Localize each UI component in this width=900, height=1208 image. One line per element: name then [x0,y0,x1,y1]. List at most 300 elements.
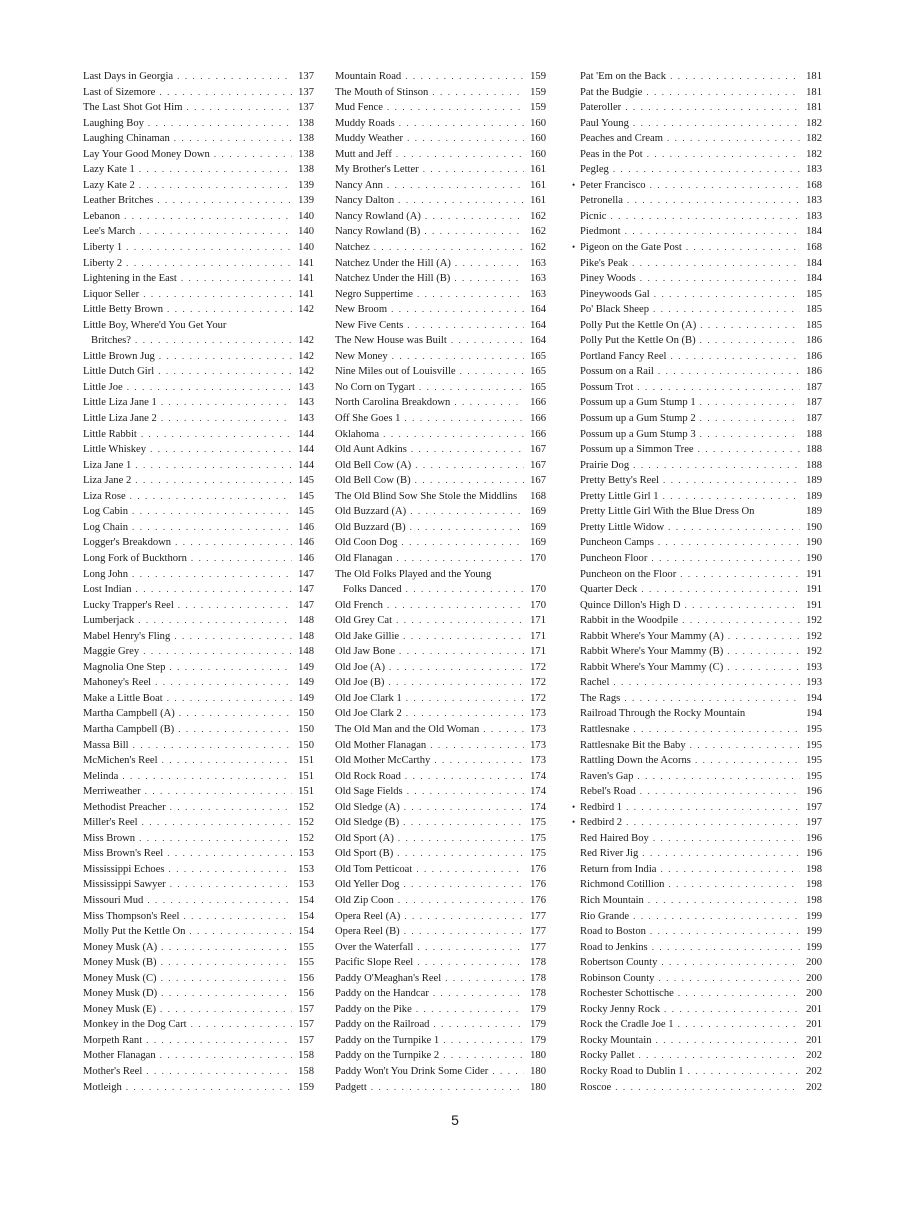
entry-page-number: 198 [806,894,822,906]
entry-page-number: 170 [530,584,546,596]
entry-title: Martha Campbell (A) [83,708,175,720]
dot-leader [633,909,800,925]
entry-page-number: 142 [298,350,314,362]
entry-page-number: 191 [806,599,822,611]
entry-title: Little Boy, Where'd You Get Your [83,319,227,331]
entry-title: Mahoney's Reel [83,677,152,689]
dot-leader [695,753,800,769]
index-entry [335,955,546,971]
entry-page-number: 190 [806,521,822,533]
entry-page-number: 175 [530,832,546,844]
dot-leader [410,520,524,536]
entry-title: Paddy on the Turnpike 1 [335,1034,440,1046]
index-entry [580,100,822,116]
dot-leader [688,1064,800,1080]
index-entry [83,520,314,536]
entry-page-number: 138 [298,164,314,176]
entry-page-number: 145 [298,475,314,487]
entry-title: Rattlesnake Bit the Baby [580,739,686,751]
index-entry [335,644,546,660]
entry-title: Rock the Cradle Joe 1 [580,1019,674,1031]
dot-leader [138,613,292,629]
entry-page-number: 167 [530,444,546,456]
entry-page-number: 138 [298,148,314,160]
dot-leader [640,784,800,800]
dot-leader [169,862,292,878]
index-entry [83,85,314,101]
dot-leader [406,691,524,707]
dot-leader [148,116,292,132]
index-entry [335,660,546,676]
dot-leader [391,302,524,318]
entry-page-number: 199 [806,910,822,922]
dot-leader [170,800,292,816]
index-entry [335,85,546,101]
index-entry [83,349,314,365]
dot-leader [139,162,292,178]
entry-title: Laughing Chinaman [83,133,170,145]
index-entry [335,302,546,318]
entry-title: Folks Danced [343,584,402,596]
dot-leader [686,240,800,256]
entry-page-number: 202 [806,1066,822,1077]
entry-page-number: 194 [806,692,822,704]
entry-title: Oklahoma [335,428,380,440]
entry-title: Miss Brown [83,832,136,844]
entry-page-number: 170 [530,599,546,611]
entry-title: Po' Black Sheep [580,304,649,316]
entry-title: Long John [83,568,129,580]
dot-leader [145,784,292,800]
index-entry [335,209,546,225]
entry-page-number: 179 [530,1019,546,1031]
dot-leader [433,1017,524,1033]
dot-leader [189,924,292,940]
dot-leader [667,131,800,147]
entry-page-number: 152 [298,817,314,829]
index-entry [83,1017,314,1033]
entry-page-number: 187 [806,397,822,409]
index-entry [335,131,546,147]
entry-page-number: 170 [530,552,546,564]
entry-title: Natchez [335,242,370,254]
entry-title: Rocky Pallet [580,1050,635,1062]
dot-leader [434,753,524,769]
entry-page-number: 137 [298,86,314,98]
dot-leader [404,909,524,925]
entry-page-number: 202 [806,1050,822,1062]
dot-leader [443,1048,524,1064]
index-entry [335,427,546,443]
entry-title: Pretty Little Girl With the Blue Dress On [580,506,755,518]
entry-title: Quarter Deck [580,584,638,596]
dot-leader [401,535,524,551]
entry-page-number: 151 [298,786,314,798]
entry-title: Old Mother McCarthy [335,755,431,767]
entry-page-number: 179 [530,1003,546,1015]
entry-title: Petronella [580,195,623,207]
entry-page-number: 178 [530,972,546,984]
index-entry [83,924,314,940]
entry-page-number: 164 [530,304,546,316]
dot-leader [668,877,800,893]
entry-page-number: 201 [806,1003,822,1015]
entry-title: Paddy on the Turnpike 2 [335,1050,440,1062]
entry-page-number: 149 [298,692,314,704]
entry-title: Nancy Rowland (B) [335,226,421,238]
dot-leader [135,333,292,349]
entry-page-number: 193 [806,661,822,673]
index-entry [580,567,822,583]
index-entry [83,442,314,458]
entry-title: Britches? [91,335,132,347]
entry-title: Return from India [580,863,657,875]
entry-page-number: 192 [806,646,822,658]
dot-leader [146,1064,292,1080]
index-entry [580,644,822,660]
dot-leader [613,675,800,691]
index-entry [335,240,546,256]
index-entry [335,193,546,209]
dot-leader [161,955,292,971]
dot-leader [161,395,292,411]
index-entry [580,877,822,893]
entry-title: Melinda [83,770,119,782]
entry-title: Log Chain [83,521,129,533]
entry-page-number: 195 [806,723,822,735]
entry-title: Lightening in the East [83,273,177,285]
entry-title: Possum up a Gum Stump 1 [580,397,696,409]
entry-page-number: 151 [298,770,314,782]
entry-title: Miss Thompson's Reel [83,910,180,922]
dot-leader [661,955,800,971]
index-entry [580,769,822,785]
entry-page-number: 148 [298,615,314,627]
entry-title: Peaches and Cream [580,133,663,145]
dot-leader [648,893,800,909]
index-entry [580,691,822,707]
dot-leader [388,675,524,691]
dot-leader [483,722,524,738]
entry-title: Off She Goes 1 [335,413,401,425]
entry-title: Rachel [580,677,610,689]
dot-leader [637,769,800,785]
entry-page-number: 200 [806,988,822,1000]
index-entry [580,131,822,147]
entry-page-number: 167 [530,459,546,471]
entry-page-number: 185 [806,288,822,300]
entry-page-number: 143 [298,413,314,425]
entry-title: Old Sledge (A) [335,801,400,813]
dot-leader [647,147,800,163]
entry-page-number: 176 [530,894,546,906]
entry-title: Pike's Peak [580,257,629,269]
entry-page-number: 156 [298,988,314,1000]
entry-page-number: 189 [806,506,822,518]
index-entry [572,178,822,194]
entry-page-number: 144 [298,428,314,440]
entry-page-number: 149 [298,661,314,673]
entry-page-number: 176 [530,863,546,875]
index-column-1 [83,69,314,1095]
entry-page-number: 150 [298,739,314,751]
dot-leader [690,738,800,754]
entry-page-number: 143 [298,397,314,409]
index-entry [83,815,314,831]
index-entry [83,598,314,614]
entry-page-number: 198 [806,863,822,875]
index-entry [335,1048,546,1064]
dot-leader [383,427,524,443]
index-entry [83,1033,314,1049]
entry-page-number: 151 [298,755,314,767]
dot-leader [141,427,292,443]
index-entry [335,753,546,769]
entry-page-number: 194 [806,708,822,720]
entry-page-number: 156 [298,972,314,984]
entry-page-number: 193 [806,677,822,689]
dot-leader [680,567,800,583]
entry-title: Old Sport (A) [335,832,394,844]
entry-page-number: 182 [806,117,822,129]
entry-page-number: 185 [806,319,822,331]
index-entry [83,395,314,411]
entry-page-number: 177 [530,941,546,953]
index-entry [580,489,822,505]
dot-leader [214,147,292,163]
entry-page-number: 184 [806,273,822,285]
entry-title: Puncheon Floor [580,552,648,564]
index-entry [335,831,546,847]
dot-leader [433,986,524,1002]
entry-title: Paddy on the Railroad [335,1019,430,1031]
entry-page-number: 141 [298,257,314,269]
entry-title: Rattlesnake [580,723,630,735]
dot-leader [191,1017,292,1033]
dot-leader [122,769,292,785]
index-entry [335,1002,546,1018]
entry-title: The New House was Built [335,335,447,347]
entry-page-number: 161 [530,179,546,191]
index-entry [580,986,822,1002]
dot-leader [654,287,800,303]
entry-page-number: 199 [806,941,822,953]
entry-page-number: 157 [298,1003,314,1015]
entry-page-number: 190 [806,537,822,549]
index-entry [335,178,546,194]
entry-page-number: 178 [530,988,546,1000]
dot-leader [451,333,524,349]
dot-leader [404,411,524,427]
entry-title: Piney Woods [580,273,636,285]
index-entry [83,302,314,318]
entry-title: Padgett [335,1081,367,1093]
entry-page-number: 157 [298,1034,314,1046]
entry-page-number: 163 [530,273,546,285]
entry-title: Molly Put the Kettle On [83,926,186,938]
dot-leader [417,287,524,303]
index-entry [335,924,546,940]
entry-page-number: 166 [530,413,546,425]
entry-page-number: 159 [298,1081,314,1093]
entry-page-number: 141 [298,288,314,300]
index-entry [335,271,546,287]
entry-title: Red Haired Boy [580,832,649,844]
entry-title: Opera Reel (A) [335,910,401,922]
index-entry [335,862,546,878]
dot-leader [407,784,524,800]
dot-leader [416,862,524,878]
entry-page-number: 160 [530,117,546,129]
entry-title: Old Joe (B) [335,677,385,689]
entry-page-number: 175 [530,848,546,860]
dot-leader [135,473,292,489]
dot-leader [425,209,524,225]
dot-leader [387,178,524,194]
entry-title: Leather Britches [83,195,154,207]
index-entry [335,675,546,691]
dot-leader [411,442,524,458]
entry-title: Paddy Won't You Drink Some Cider [335,1066,489,1077]
entry-page-number: 163 [530,257,546,269]
index-entry [83,940,314,956]
entry-title: Mississippi Sawyer [83,879,166,891]
entry-title: Money Musk (E) [83,1003,156,1015]
dot-leader [139,831,292,847]
dot-leader [167,846,292,862]
entry-page-number: 168 [530,490,546,502]
entry-title: Peter Francisco [580,179,646,191]
index-entry [83,69,314,85]
index-entry [83,1080,314,1096]
index-entry [335,504,546,520]
index-entry [83,877,314,893]
entry-page-number: 187 [806,413,822,425]
index-entry [83,100,314,116]
dot-leader [161,411,292,427]
entry-title: Money Musk (B) [83,957,157,969]
dot-leader [678,986,800,1002]
entry-title: Little Betty Brown [83,304,164,316]
entry-page-number: 200 [806,972,822,984]
index-entry [580,1002,822,1018]
entry-page-number: 180 [530,1081,546,1093]
entry-title: Money Musk (A) [83,941,158,953]
entry-page-number: 173 [530,755,546,767]
dot-leader [661,862,801,878]
entry-title: Nancy Ann [335,179,383,191]
dot-leader [663,489,800,505]
index-entry [83,551,314,567]
dot-leader [417,940,524,956]
entry-page-number: 154 [298,894,314,906]
index-entry [572,240,822,256]
index-entry [83,660,314,676]
dot-leader [658,364,800,380]
entry-title: Magnolia One Step [83,661,166,673]
entry-title: Rattling Down the Acorns [580,755,691,767]
dot-leader [133,738,292,754]
index-entry [580,271,822,287]
entry-page-number: 165 [530,366,546,378]
entry-page-number: 192 [806,630,822,642]
entry-title: The Old Blind Sow She Stole the Middlins [335,490,518,502]
index-entry [335,815,546,831]
entry-page-number: 166 [530,428,546,440]
index-entry [83,504,314,520]
entry-page-number: 188 [806,428,822,440]
index-entry [335,567,546,598]
dot-leader [132,504,292,520]
index-entry [335,691,546,707]
entry-title: Opera Reel (B) [335,926,400,938]
index-entry [580,411,822,427]
entry-title: Old Bell Cow (B) [335,475,411,487]
entry-page-number: 150 [298,723,314,735]
dot-leader [169,660,292,676]
dot-leader [183,909,292,925]
index-entry [335,224,546,240]
index-entry [335,364,546,380]
index-entry [580,458,822,474]
index-entry [335,333,546,349]
index-entry [580,69,822,85]
entry-page-number: 157 [298,1019,314,1031]
dot-leader [155,675,292,691]
entry-page-number: 155 [298,941,314,953]
index-entry [83,862,314,878]
entry-title: New Money [335,350,388,362]
index-entry [580,1017,822,1033]
entry-page-number: 196 [806,848,822,860]
dot-leader [642,846,800,862]
index-entry [580,147,822,163]
entry-title: Peas in the Pot [580,148,643,160]
entry-title: Rebel's Road [580,786,636,798]
index-entry [580,831,822,847]
index-entry [580,364,822,380]
entry-title: Rocky Mountain [580,1034,652,1046]
entry-page-number: 186 [806,335,822,347]
index-entry [580,613,822,629]
dot-leader [423,162,524,178]
entry-title: Money Musk (C) [83,972,157,984]
entry-page-number: 161 [530,195,546,207]
entry-page-number: 191 [806,568,822,580]
entry-title: Rocky Jenny Rock [580,1003,661,1015]
entry-title: Old Mother Flanagan [335,739,427,751]
entry-title: Paddy on the Handcar [335,988,429,1000]
dot-leader [432,85,524,101]
dot-leader [492,1064,524,1080]
entry-page-number: 174 [530,770,546,782]
bullet-icon: • [572,179,576,190]
index-entry [83,753,314,769]
entry-page-number: 166 [530,397,546,409]
entry-page-number: 159 [530,86,546,98]
dot-leader [159,349,292,365]
dot-leader [727,644,800,660]
entry-title: Puncheon on the Floor [580,568,677,580]
index-entry [83,722,314,738]
dot-leader [700,427,800,443]
entry-title: Possum up a Gum Stump 3 [580,428,696,440]
entry-page-number: 158 [298,1066,314,1077]
entry-title: Pat the Budgie [580,86,643,98]
dot-leader [658,971,800,987]
entry-title: Pegleg [580,164,609,176]
index-entry [580,846,822,862]
